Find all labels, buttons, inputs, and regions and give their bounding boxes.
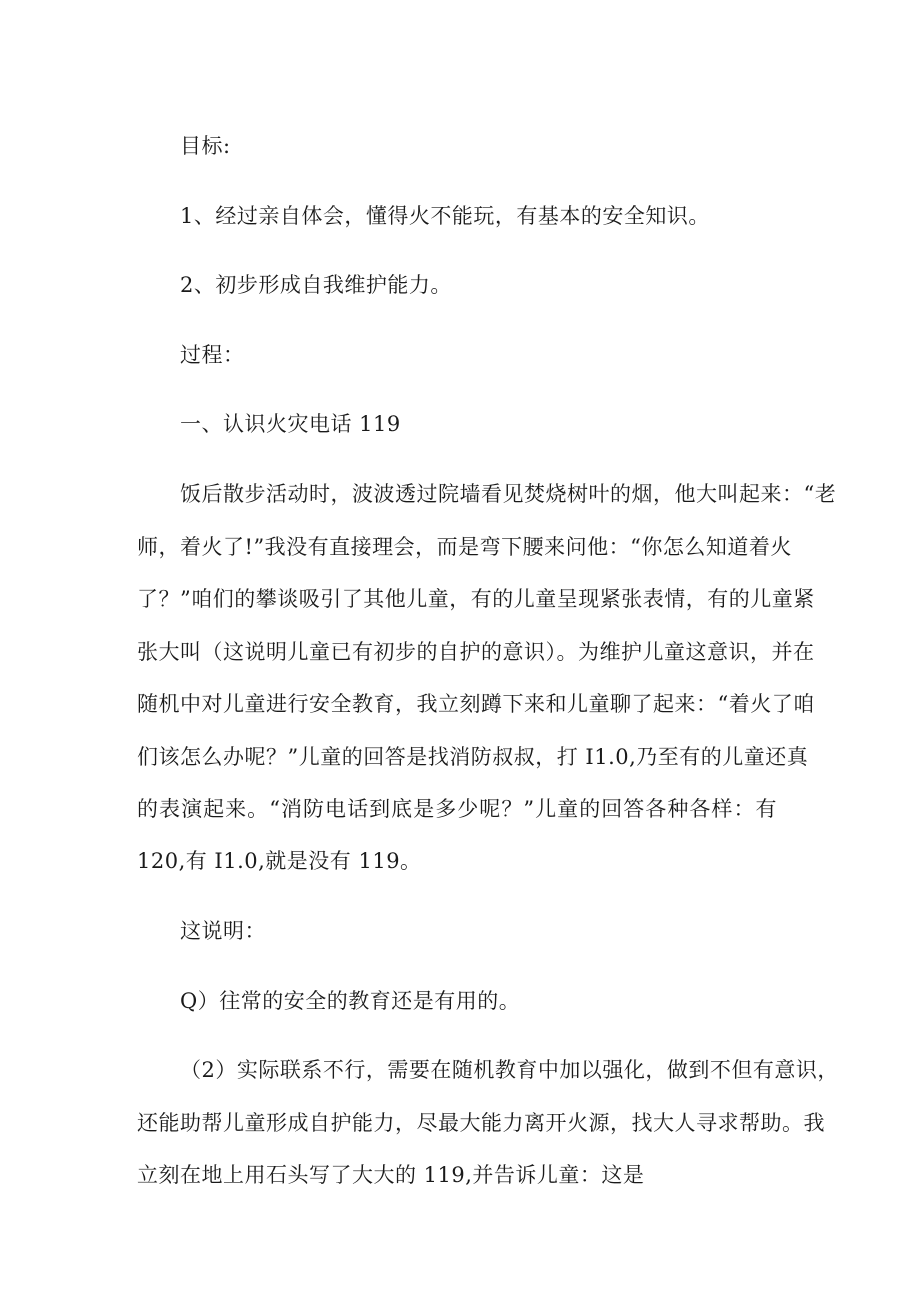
goal-item-1: 1、经过亲自体会，懂得火不能玩，有基本的安全知识。 [180, 204, 710, 228]
process-heading: 过程： [180, 343, 245, 367]
paragraph-line: 饭后散步活动时，波波透过院墙看见焚烧树叶的烟，他大叫起来：“老 [180, 482, 837, 506]
paragraph-line: 随机中对儿童进行安全教育，我立刻蹲下来和儿童聊了起来：“着火了咱 [137, 692, 815, 716]
paragraph-line: 还能助帮儿童形成自护能力，尽最大能力离开火源，找大人寻求帮助。我 [137, 1111, 825, 1135]
paragraph-line: 们该怎么办呢？”儿童的回答是找消防叔叔，打 I1.0,乃至有的儿童还真 [137, 745, 809, 769]
goal-heading: 目标: [180, 134, 231, 158]
point-1: Q）往常的安全的教育还是有用的。 [180, 989, 521, 1013]
paragraph-line: 师，着火了!”我没有直接理会，而是弯下腰来问他：“你怎么知道着火 [137, 535, 792, 559]
paragraph-line: 立刻在地上用石头写了大大的 119,并告诉儿童：这是 [137, 1163, 645, 1187]
goal-item-2: 2、初步形成自我维护能力。 [180, 273, 452, 297]
paragraph-line: 120,有 I1.0,就是没有 119。 [137, 849, 422, 873]
explain-heading: 这说明： [180, 919, 266, 943]
paragraph-line: 了？”咱们的攀谈吸引了其他儿童，有的儿童呈现紧张表情，有的儿童紧 [137, 587, 815, 611]
paragraph-line: 的表演起来。“消防电话到底是多少呢？”儿童的回答各种各样：有 [137, 797, 777, 821]
paragraph-line: （2）实际联系不行，需要在随机教育中加以强化，做到不但有意识， [180, 1058, 839, 1082]
paragraph-line: 张大叫（这说明儿童已有初步的自护的意识）。为维护儿童这意识，并在 [137, 640, 815, 664]
section-title: 一、认识火灾电话 119 [180, 412, 401, 436]
